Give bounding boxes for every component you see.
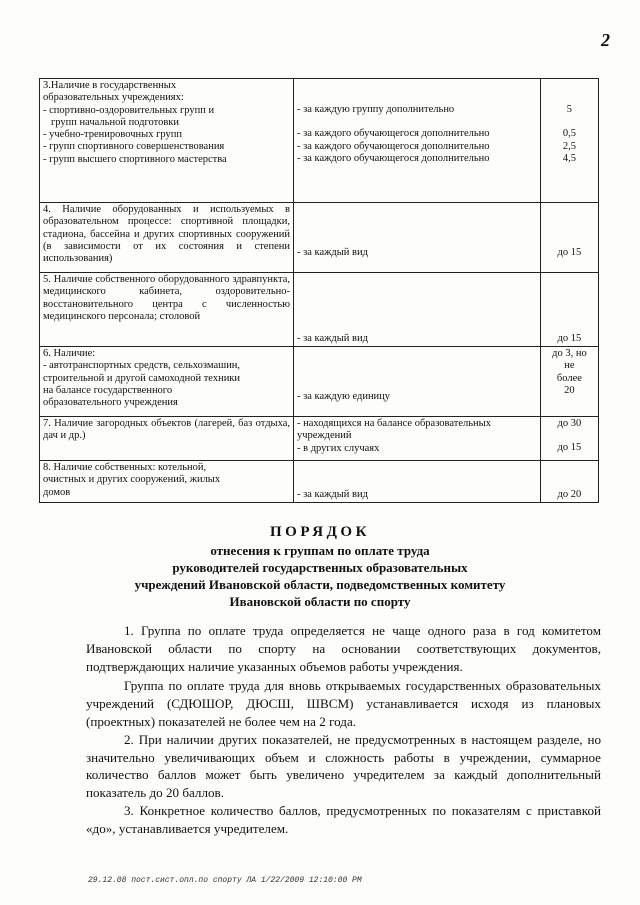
points-cell: [540, 79, 598, 203]
condition-line: - за каждую группу дополнительно: [296, 104, 455, 115]
criteria-line: - учебно-тренировочных групп: [43, 129, 182, 141]
paragraph: 1. Группа по оплате труда определяется не чаще одного раза в год комитетом Ивановской области по спорту на основании соответствующих документов, подтверждающих наличие указанных объемов работы учреждения.: [86, 623, 601, 674]
criteria-cell: [40, 347, 294, 417]
points-value: до 30: [557, 418, 582, 429]
criteria-line: - автотранспортных средств, сельхозмашин,: [43, 360, 241, 372]
condition-line: - за каждый вид: [296, 246, 368, 258]
criteria-cell: [40, 461, 294, 503]
criteria-line: домов: [43, 486, 71, 498]
criteria-line: групп начальной подготовки: [51, 116, 180, 128]
points-value: до 15: [557, 246, 582, 258]
heading-subtitle-line: руководителей государственных образовательных: [172, 560, 468, 575]
table-row: [40, 347, 599, 417]
criteria-cell: 5. Наличие собственного оборудованного здравпункта, медицинского кабинета, оздоровительно-восстановительного центра с численностью медицинского персонала; столовой: [40, 273, 294, 347]
points-value: до 20: [557, 488, 582, 500]
footer-file-info: 29.12.08 пост.сист.опл.по спорту ЛА 1/22/2009 12:10:00 PM: [88, 876, 362, 885]
condition-line: - за каждый вид: [296, 488, 368, 500]
condition-line: - за каждую единицу: [296, 390, 391, 402]
points-value: 2,5: [562, 140, 576, 152]
criteria-line: очистных и других сооружений, жилых: [43, 474, 221, 486]
condition-cell: [293, 417, 540, 461]
criteria-line: образовательного учреждения: [43, 397, 178, 409]
condition-line: - за каждого обучающегося дополнительно: [296, 128, 490, 140]
table-row: [40, 203, 599, 273]
criteria-table: [39, 78, 599, 503]
points-value: не: [564, 360, 575, 372]
condition-cell: [293, 347, 540, 417]
points-cell: [540, 273, 598, 347]
criteria-line: - спортивно-оздоровительных групп и: [43, 104, 215, 116]
condition-cell: [293, 461, 540, 503]
heading-subtitle-line: учреждений Ивановской области, подведомственных комитету: [134, 577, 506, 592]
condition-line: - в других случаях: [296, 442, 380, 454]
criteria-line: строительной и другой самоходной техники: [43, 372, 241, 384]
heading-subtitle-line: Ивановской области по спорту: [229, 594, 411, 609]
section-heading: [60, 524, 580, 610]
heading-title: ПОРЯДОК: [270, 524, 370, 540]
paragraph: Группа по оплате труда для вновь открываемых государственных образовательных учреждений (СДЮШОР, ДЮСШ, ШВСМ) устанавливается исходя из плановых (проектных) показателей не более чем на 2 года.: [86, 678, 601, 729]
criteria-line: 6. Наличие:: [43, 348, 96, 359]
condition-cell: [293, 203, 540, 273]
paragraph: 3. Конкретное количество баллов, предусмотренных по показателям с приставкой «до», устанавливается учредителем.: [86, 802, 601, 836]
condition-cell: [293, 79, 540, 203]
condition-line: - за каждый вид: [296, 332, 368, 344]
condition-line: - за каждого обучающегося дополнительно: [296, 140, 490, 152]
criteria-line: на балансе государственного: [43, 384, 173, 396]
table-row: [40, 79, 599, 203]
criteria-line: 8. Наличие собственных: котельной,: [43, 462, 207, 473]
points-value: до 15: [557, 442, 582, 454]
points-cell: [540, 203, 598, 273]
page-number: 2: [601, 30, 610, 50]
points-cell: [540, 347, 598, 417]
paragraph: 2. При наличии других показателей, не предусмотренных в настоящем разделе, но значительно увеличивающих объем и сложность работы в учреждении, суммарное количество баллов может быть увеличено учредителем за каждый дополнительный показатель до 20 баллов.: [86, 731, 601, 801]
table-row: [40, 273, 599, 347]
points-value: 20: [564, 384, 575, 396]
points-value: до 3, но: [552, 348, 587, 359]
table-row: [40, 417, 599, 461]
condition-cell: [293, 273, 540, 347]
criteria-line: 3.Наличие в государственных: [43, 80, 177, 91]
criteria-cell: [40, 79, 294, 203]
criteria-line: - групп высшего спортивного мастерства: [43, 153, 227, 165]
points-value: до 15: [557, 332, 582, 344]
criteria-cell: 7. Наличие загородных объектов (лагерей, баз отдыха, дач и др.): [40, 417, 294, 461]
points-cell: [540, 461, 598, 503]
points-value: 4,5: [562, 152, 576, 164]
condition-line: - за каждого обучающегося дополнительно: [296, 152, 490, 164]
points-cell: [540, 417, 598, 461]
criteria-cell: 4. Наличие оборудованных и используемых в образовательном процессе: спортивной площадки, стадиона, бассейна и других спортивных сооружений (в зависимости от их состояния и степени использования): [40, 203, 294, 273]
points-value: 5: [566, 104, 573, 115]
body-text: [86, 622, 601, 838]
points-value: более: [556, 372, 582, 384]
criteria-line: - групп спортивного совершенствования: [43, 141, 225, 153]
table-row: [40, 461, 599, 503]
points-value: 0,5: [562, 128, 576, 140]
condition-line: - находящихся на балансе образовательных учреждений: [296, 418, 491, 442]
heading-subtitle-line: отнесения к группам по оплате труда: [210, 543, 430, 558]
criteria-line: образовательных учреждениях:: [43, 92, 184, 104]
